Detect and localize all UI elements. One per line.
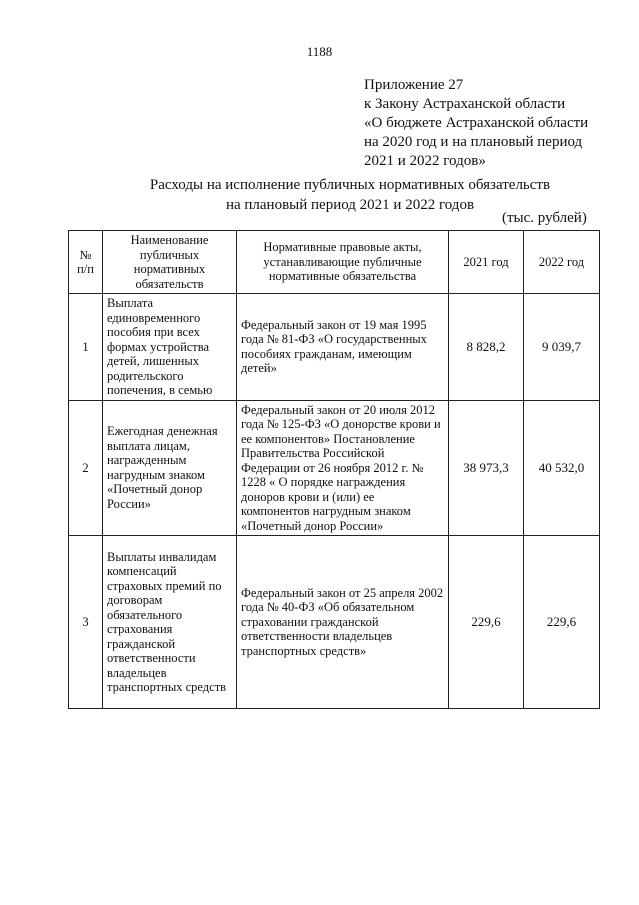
row-name: Выплата единовременного пособия при всех формах устройства детей, лишенных родительского попечения, в семью (103, 294, 237, 401)
row-2021: 38 973,3 (449, 400, 524, 536)
title-line: на плановый период 2021 и 2022 годов (225, 197, 475, 213)
row-num: 3 (69, 536, 103, 709)
header-acts: Нормативные правовые акты, устанавливающие публичные нормативные обязательства (237, 231, 449, 294)
appendix-line: 2021 и 2022 годов» (364, 153, 486, 169)
row-name: Ежегодная денежная выплата лицам, награжденным нагрудным знаком «Почетный донор России» (103, 400, 237, 536)
row-acts: Федеральный закон от 19 мая 1995 года № 81-ФЗ «О государственных пособиях гражданам, имеющим детей» (237, 294, 449, 401)
header-2021: 2021 год (449, 231, 524, 294)
row-name: Выплаты инвалидам компенсаций страховых премий по договорам обязательного страхования гражданской ответственности владельцев транспортных средств (103, 536, 237, 709)
header-2022: 2022 год (524, 231, 600, 294)
title-line: Расходы на исполнение публичных нормативных обязательств (149, 177, 551, 193)
appendix-line: «О бюджете Астраханской области (364, 115, 589, 131)
row-acts: Федеральный закон от 20 июля 2012 года № 125-ФЗ «О донорстве крови и ее компонентов» Постановление Правительства Российской Федерации от 26 ноября 2012 г. № 1228 « О порядке награждения доноров крови и (или) ее компонентов нагрудным знаком «Почетный донор России» (237, 400, 449, 536)
table-row (69, 400, 600, 536)
row-2022: 40 532,0 (524, 400, 600, 536)
row-2021: 8 828,2 (449, 294, 524, 401)
appendix-line: на 2020 год и на плановый период (364, 134, 583, 150)
row-num: 2 (69, 400, 103, 536)
table-row (69, 294, 600, 401)
header-num: № п/п (69, 231, 103, 294)
appendix-line: Приложение 27 (364, 77, 464, 93)
table-row (69, 536, 600, 709)
row-2022: 229,6 (524, 536, 600, 709)
table-header-row (69, 231, 600, 294)
row-acts: Федеральный закон от 25 апреля 2002 года № 40-ФЗ «Об обязательном страховании гражданской ответственности владельцев транспортных средств» (237, 536, 449, 709)
row-2022: 9 039,7 (524, 294, 600, 401)
header-name: Наименование публичных нормативных обязательств (103, 231, 237, 294)
obligations-table (68, 230, 600, 709)
units-label: (тыс. рублей) (502, 210, 587, 226)
page-number: 1188 (306, 44, 333, 59)
document-title (0, 175, 639, 215)
appendix-header (364, 76, 588, 171)
row-2021: 229,6 (449, 536, 524, 709)
row-num: 1 (69, 294, 103, 401)
appendix-line: к Закону Астраханской области (364, 96, 566, 112)
